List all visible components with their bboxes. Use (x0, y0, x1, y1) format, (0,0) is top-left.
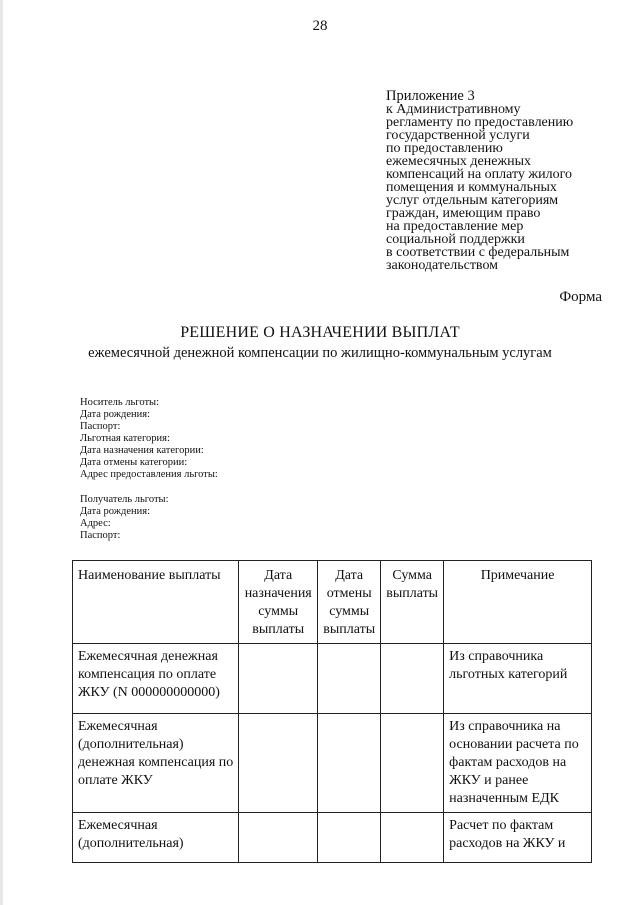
appendix-line: граждан, имеющим право (386, 206, 541, 221)
field-label: Льготная категория: (80, 433, 170, 444)
appendix-line: ежемесячных денежных (386, 154, 532, 169)
appendix-line: регламенту по предоставлению (386, 115, 574, 130)
form-label: Форма (559, 289, 602, 305)
payments-table (72, 560, 592, 863)
field-label: Паспорт: (80, 421, 121, 432)
table-cell (381, 813, 444, 863)
appendix-line: законодательством (386, 258, 499, 273)
table-cell (239, 714, 318, 813)
table-cell: Ежемесячная (дополнительная) денежная компенсация по оплате ЖКУ (73, 714, 239, 813)
table-cell (239, 644, 318, 714)
table-cell (381, 644, 444, 714)
scan-edge (0, 0, 3, 905)
table-header-cell: Примечание (444, 561, 592, 644)
field-label: Паспорт: (80, 530, 121, 541)
table-cell (239, 813, 318, 863)
table-cell: Ежемесячная денежная компенсация по оплате ЖКУ (N 000000000000) (73, 644, 239, 714)
table-cell (318, 714, 381, 813)
table-cell (318, 813, 381, 863)
table-cell: Ежемесячная (дополнительная) (73, 813, 239, 863)
table-header-cell: Наименование выплаты (73, 561, 239, 644)
table-header-cell: Дата отмены суммы выплаты (318, 561, 381, 644)
appendix-line: к Административному (386, 102, 521, 117)
beneficiary-fields (80, 397, 218, 481)
table-cell: Из справочника на основании расчета по фактам расходов на ЖКУ и ранее назначенным ЕДК (444, 714, 592, 813)
recipient-fields (80, 494, 169, 542)
appendix-line: помещения и коммунальных (386, 180, 557, 195)
appendix-line: государственной услуги (386, 128, 530, 143)
field-label: Дата отмены категории: (80, 457, 188, 468)
table-header-cell: Дата назначения суммы выплаты (239, 561, 318, 644)
appendix-note (386, 90, 626, 272)
appendix-line: на предоставление мер (386, 219, 524, 234)
page-number: 28 (312, 18, 328, 34)
appendix-line: в соответствии с федеральным (386, 245, 570, 260)
field-label: Дата рождения: (80, 506, 151, 517)
field-label: Получатель льготы: (80, 494, 169, 505)
table-header-cell: Сумма выплаты (381, 561, 444, 644)
table-row (73, 813, 592, 863)
field-label: Носитель льготы: (80, 397, 160, 408)
table-cell (318, 644, 381, 714)
document-title: РЕШЕНИЕ О НАЗНАЧЕНИИ ВЫПЛАТ (180, 324, 460, 341)
field-label: Дата назначения категории: (80, 445, 204, 456)
appendix-line: компенсаций на оплату жилого (386, 167, 572, 182)
table-cell: Из справочника льготных категорий (444, 644, 592, 714)
field-label: Адрес: (80, 518, 111, 529)
appendix-line: социальной поддержки (386, 232, 525, 247)
appendix-line: услуг отдельным категориям (386, 193, 559, 208)
field-label: Адрес предоставления льготы: (80, 469, 218, 480)
document-subtitle: ежемесячной денежной компенсации по жилищно-коммунальным услугам (88, 345, 552, 361)
field-label: Дата рождения: (80, 409, 151, 420)
table-row (73, 644, 592, 714)
appendix-line: Приложение 3 (386, 88, 475, 104)
appendix-line: по предоставлению (386, 141, 503, 156)
table-row (73, 714, 592, 813)
table-cell (381, 714, 444, 813)
table-header-row (73, 561, 592, 644)
table-cell: Расчет по фактам расходов на ЖКУ и (444, 813, 592, 863)
